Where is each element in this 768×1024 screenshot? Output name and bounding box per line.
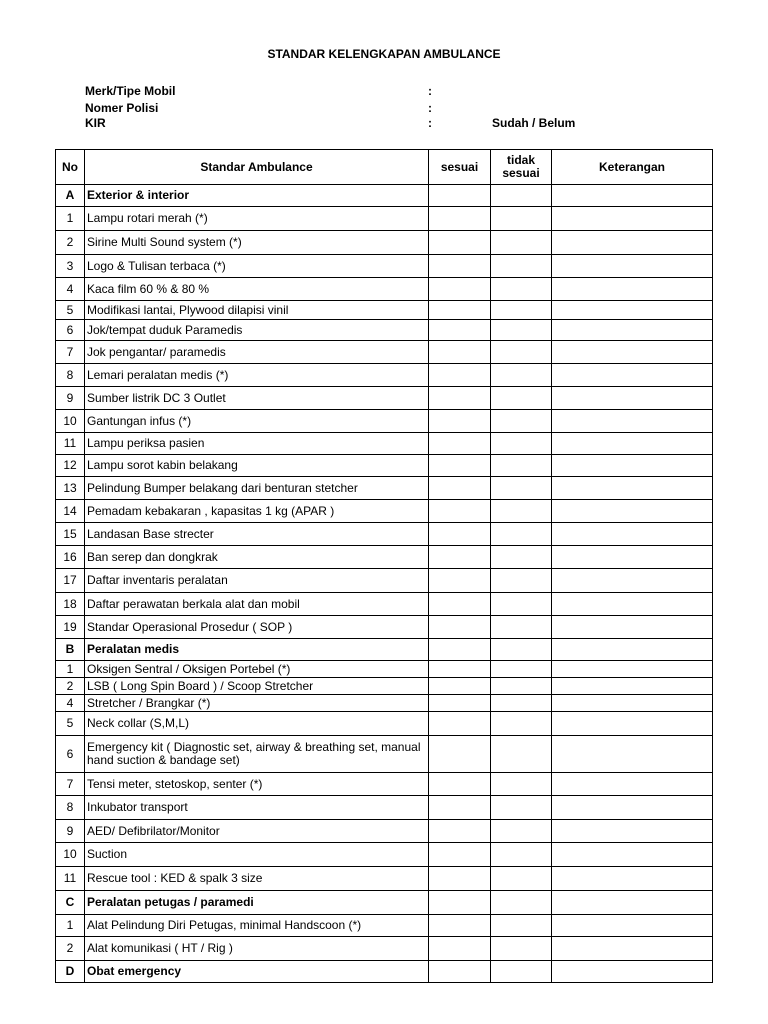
table-row <box>56 616 713 639</box>
table-row <box>56 593 713 616</box>
section-row <box>56 961 713 983</box>
header-tidak-sesuai <box>491 150 552 185</box>
tidak-sesuai-cell <box>491 867 552 891</box>
keterangan-cell <box>552 593 713 616</box>
table-row <box>56 278 713 301</box>
checklist-table <box>55 149 713 983</box>
keterangan-cell <box>552 891 713 915</box>
row-number: 18 <box>56 593 85 616</box>
section-row <box>56 891 713 915</box>
keterangan-cell <box>552 433 713 455</box>
row-number: A <box>56 185 85 207</box>
tidak-sesuai-cell <box>491 736 552 773</box>
sesuai-cell <box>429 616 491 639</box>
table-row <box>56 695 713 712</box>
tidak-sesuai-cell <box>491 477 552 500</box>
row-number: 9 <box>56 820 85 843</box>
table-row <box>56 678 713 695</box>
meta-label: Nomer Polisi <box>85 101 159 115</box>
item-description: Daftar perawatan berkala alat dan mobil <box>85 593 429 616</box>
keterangan-cell <box>552 569 713 593</box>
row-number: C <box>56 891 85 915</box>
item-description: Ban serep dan dongkrak <box>85 546 429 569</box>
keterangan-cell <box>552 364 713 387</box>
item-description: Alat Pelindung Diri Petugas, minimal Handscoon (*) <box>85 915 429 937</box>
keterangan-cell <box>552 341 713 364</box>
tidak-sesuai-cell <box>491 500 552 523</box>
section-title: Exterior & interior <box>85 185 429 207</box>
table-row <box>56 569 713 593</box>
keterangan-cell <box>552 661 713 678</box>
sesuai-cell <box>429 278 491 301</box>
keterangan-cell <box>552 320 713 341</box>
tidak-sesuai-cell <box>491 891 552 915</box>
keterangan-cell <box>552 843 713 867</box>
item-description: Kaca film 60 % & 80 % <box>85 278 429 301</box>
table-row <box>56 477 713 500</box>
keterangan-cell <box>552 736 713 773</box>
keterangan-cell <box>552 639 713 661</box>
tidak-sesuai-cell <box>491 616 552 639</box>
sesuai-cell <box>429 231 491 255</box>
tidak-sesuai-cell <box>491 712 552 736</box>
row-number: 11 <box>56 867 85 891</box>
tidak-sesuai-cell <box>491 278 552 301</box>
item-description: Alat komunikasi ( HT / Rig ) <box>85 937 429 961</box>
item-description: Landasan Base strecter <box>85 523 429 546</box>
sesuai-cell <box>429 961 491 983</box>
sesuai-cell <box>429 891 491 915</box>
keterangan-cell <box>552 387 713 410</box>
table-row <box>56 301 713 320</box>
row-number: 9 <box>56 387 85 410</box>
sesuai-cell <box>429 500 491 523</box>
meta-label: KIR <box>85 116 106 130</box>
sesuai-cell <box>429 736 491 773</box>
row-number: 2 <box>56 937 85 961</box>
header-keterangan: Keterangan <box>552 150 713 185</box>
row-number: B <box>56 639 85 661</box>
keterangan-cell <box>552 712 713 736</box>
item-description: AED/ Defibrilator/Monitor <box>85 820 429 843</box>
tidak-sesuai-cell <box>491 455 552 477</box>
keterangan-cell <box>552 455 713 477</box>
tidak-sesuai-cell <box>491 320 552 341</box>
sesuai-cell <box>429 773 491 796</box>
row-number: 3 <box>56 255 85 278</box>
table-row <box>56 820 713 843</box>
item-description: Logo & Tulisan terbaca (*) <box>85 255 429 278</box>
keterangan-cell <box>552 820 713 843</box>
item-description: Rescue tool : KED & spalk 3 size <box>85 867 429 891</box>
row-number: 7 <box>56 341 85 364</box>
sesuai-cell <box>429 364 491 387</box>
tidak-sesuai-cell <box>491 639 552 661</box>
tidak-sesuai-cell <box>491 937 552 961</box>
tidak-sesuai-cell <box>491 341 552 364</box>
keterangan-cell <box>552 546 713 569</box>
table-row <box>56 455 713 477</box>
sesuai-cell <box>429 341 491 364</box>
sesuai-cell <box>429 661 491 678</box>
row-number: 14 <box>56 500 85 523</box>
item-description: Lampu periksa pasien <box>85 433 429 455</box>
item-description: Lampu rotari merah (*) <box>85 207 429 231</box>
sesuai-cell <box>429 207 491 231</box>
row-number: 8 <box>56 364 85 387</box>
sesuai-cell <box>429 867 491 891</box>
item-description: Sumber listrik DC 3 Outlet <box>85 387 429 410</box>
table-row <box>56 546 713 569</box>
table-row <box>56 364 713 387</box>
table-row <box>56 796 713 820</box>
tidak-sesuai-cell <box>491 843 552 867</box>
table-row <box>56 867 713 891</box>
row-number: 2 <box>56 231 85 255</box>
tidak-sesuai-cell <box>491 255 552 278</box>
sesuai-cell <box>429 639 491 661</box>
item-description: LSB ( Long Spin Board ) / Scoop Stretcher <box>85 678 429 695</box>
tidak-sesuai-cell <box>491 523 552 546</box>
row-number: 10 <box>56 843 85 867</box>
row-number: 1 <box>56 661 85 678</box>
tidak-sesuai-cell <box>491 387 552 410</box>
table-row <box>56 207 713 231</box>
table-row <box>56 255 713 278</box>
header-tidak-line1: tidak <box>506 153 535 167</box>
row-number: 2 <box>56 678 85 695</box>
tidak-sesuai-cell <box>491 661 552 678</box>
keterangan-cell <box>552 961 713 983</box>
keterangan-cell <box>552 773 713 796</box>
sesuai-cell <box>429 820 491 843</box>
row-number: 19 <box>56 616 85 639</box>
sesuai-cell <box>429 937 491 961</box>
tidak-sesuai-cell <box>491 915 552 937</box>
tidak-sesuai-cell <box>491 231 552 255</box>
tidak-sesuai-cell <box>491 546 552 569</box>
header-no: No <box>56 150 85 185</box>
header-standar: Standar Ambulance <box>85 150 429 185</box>
row-number: 17 <box>56 569 85 593</box>
keterangan-cell <box>552 937 713 961</box>
row-number: 11 <box>56 433 85 455</box>
meta-colon: : <box>428 101 432 115</box>
sesuai-cell <box>429 843 491 867</box>
table-row <box>56 937 713 961</box>
row-number: 4 <box>56 278 85 301</box>
tidak-sesuai-cell <box>491 185 552 207</box>
tidak-sesuai-cell <box>491 207 552 231</box>
sesuai-cell <box>429 410 491 433</box>
sesuai-cell <box>429 185 491 207</box>
keterangan-cell <box>552 231 713 255</box>
tidak-sesuai-cell <box>491 569 552 593</box>
item-description: Neck collar (S,M,L) <box>85 712 429 736</box>
item-description: Lampu sorot kabin belakang <box>85 455 429 477</box>
keterangan-cell <box>552 410 713 433</box>
row-number: 15 <box>56 523 85 546</box>
sesuai-cell <box>429 320 491 341</box>
row-number: 13 <box>56 477 85 500</box>
sesuai-cell <box>429 695 491 712</box>
row-number: 8 <box>56 796 85 820</box>
item-description: Jok/tempat duduk Paramedis <box>85 320 429 341</box>
sesuai-cell <box>429 433 491 455</box>
tidak-sesuai-cell <box>491 961 552 983</box>
row-number: 10 <box>56 410 85 433</box>
item-description: Inkubator transport <box>85 796 429 820</box>
section-title: Peralatan medis <box>85 639 429 661</box>
table-row <box>56 231 713 255</box>
item-description: Pelindung Bumper belakang dari benturan stetcher <box>85 477 429 500</box>
keterangan-cell <box>552 500 713 523</box>
section-row <box>56 639 713 661</box>
sesuai-cell <box>429 387 491 410</box>
row-number: 1 <box>56 915 85 937</box>
tidak-sesuai-cell <box>491 364 552 387</box>
meta-colon: : <box>428 84 432 98</box>
tidak-sesuai-cell <box>491 678 552 695</box>
table-row <box>56 433 713 455</box>
item-description: Pemadam kebakaran , kapasitas 1 kg (APAR ) <box>85 500 429 523</box>
sesuai-cell <box>429 477 491 500</box>
row-number: 6 <box>56 736 85 773</box>
tidak-sesuai-cell <box>491 593 552 616</box>
keterangan-cell <box>552 185 713 207</box>
item-description: Emergency kit ( Diagnostic set, airway & breathing set, manual hand suction & bandage set) <box>85 736 429 773</box>
sesuai-cell <box>429 796 491 820</box>
keterangan-cell <box>552 523 713 546</box>
item-description: Daftar inventaris peralatan <box>85 569 429 593</box>
section-title: Peralatan petugas / paramedi <box>85 891 429 915</box>
table-row <box>56 523 713 546</box>
table-body <box>56 185 713 983</box>
row-number: 1 <box>56 207 85 231</box>
keterangan-cell <box>552 867 713 891</box>
sesuai-cell <box>429 915 491 937</box>
table-row <box>56 843 713 867</box>
table-row <box>56 341 713 364</box>
keterangan-cell <box>552 616 713 639</box>
table-row <box>56 712 713 736</box>
meta-colon: : <box>428 116 432 130</box>
table-row <box>56 661 713 678</box>
table-row <box>56 736 713 773</box>
table-header-row <box>56 150 713 185</box>
tidak-sesuai-cell <box>491 796 552 820</box>
item-description: Standar Operasional Prosedur ( SOP ) <box>85 616 429 639</box>
row-number: 5 <box>56 301 85 320</box>
item-description: Stretcher / Brangkar (*) <box>85 695 429 712</box>
row-number: 4 <box>56 695 85 712</box>
tidak-sesuai-cell <box>491 301 552 320</box>
table-row <box>56 410 713 433</box>
item-description: Jok pengantar/ paramedis <box>85 341 429 364</box>
sesuai-cell <box>429 523 491 546</box>
section-row <box>56 185 713 207</box>
keterangan-cell <box>552 678 713 695</box>
row-number: 12 <box>56 455 85 477</box>
keterangan-cell <box>552 278 713 301</box>
table-row <box>56 915 713 937</box>
item-description: Lemari peralatan medis (*) <box>85 364 429 387</box>
sesuai-cell <box>429 546 491 569</box>
table-row <box>56 320 713 341</box>
sesuai-cell <box>429 678 491 695</box>
meta-label: Merk/Tipe Mobil <box>85 84 176 98</box>
table-row <box>56 773 713 796</box>
item-description: Tensi meter, stetoskop, senter (*) <box>85 773 429 796</box>
item-description: Gantungan infus (*) <box>85 410 429 433</box>
keterangan-cell <box>552 915 713 937</box>
section-title: Obat emergency <box>85 961 429 983</box>
sesuai-cell <box>429 569 491 593</box>
tidak-sesuai-cell <box>491 410 552 433</box>
keterangan-cell <box>552 207 713 231</box>
keterangan-cell <box>552 477 713 500</box>
sesuai-cell <box>429 593 491 616</box>
keterangan-cell <box>552 255 713 278</box>
page-title: STANDAR KELENGKAPAN AMBULANCE <box>267 47 501 61</box>
row-number: D <box>56 961 85 983</box>
header-sesuai: sesuai <box>429 150 491 185</box>
row-number: 16 <box>56 546 85 569</box>
row-number: 7 <box>56 773 85 796</box>
keterangan-cell <box>552 796 713 820</box>
row-number: 5 <box>56 712 85 736</box>
keterangan-cell <box>552 695 713 712</box>
tidak-sesuai-cell <box>491 820 552 843</box>
table-row <box>56 387 713 410</box>
sesuai-cell <box>429 712 491 736</box>
item-description: Modifikasi lantai, Plywood dilapisi vinil <box>85 301 429 320</box>
tidak-sesuai-cell <box>491 433 552 455</box>
sesuai-cell <box>429 455 491 477</box>
keterangan-cell <box>552 301 713 320</box>
item-description: Sirine Multi Sound system (*) <box>85 231 429 255</box>
item-description: Oksigen Sentral / Oksigen Portebel (*) <box>85 661 429 678</box>
row-number: 6 <box>56 320 85 341</box>
sesuai-cell <box>429 255 491 278</box>
tidak-sesuai-cell <box>491 695 552 712</box>
sesuai-cell <box>429 301 491 320</box>
header-tidak-line2: sesuai <box>502 166 540 180</box>
item-description: Suction <box>85 843 429 867</box>
tidak-sesuai-cell <box>491 773 552 796</box>
kir-status: Sudah / Belum <box>492 116 576 130</box>
table-row <box>56 500 713 523</box>
